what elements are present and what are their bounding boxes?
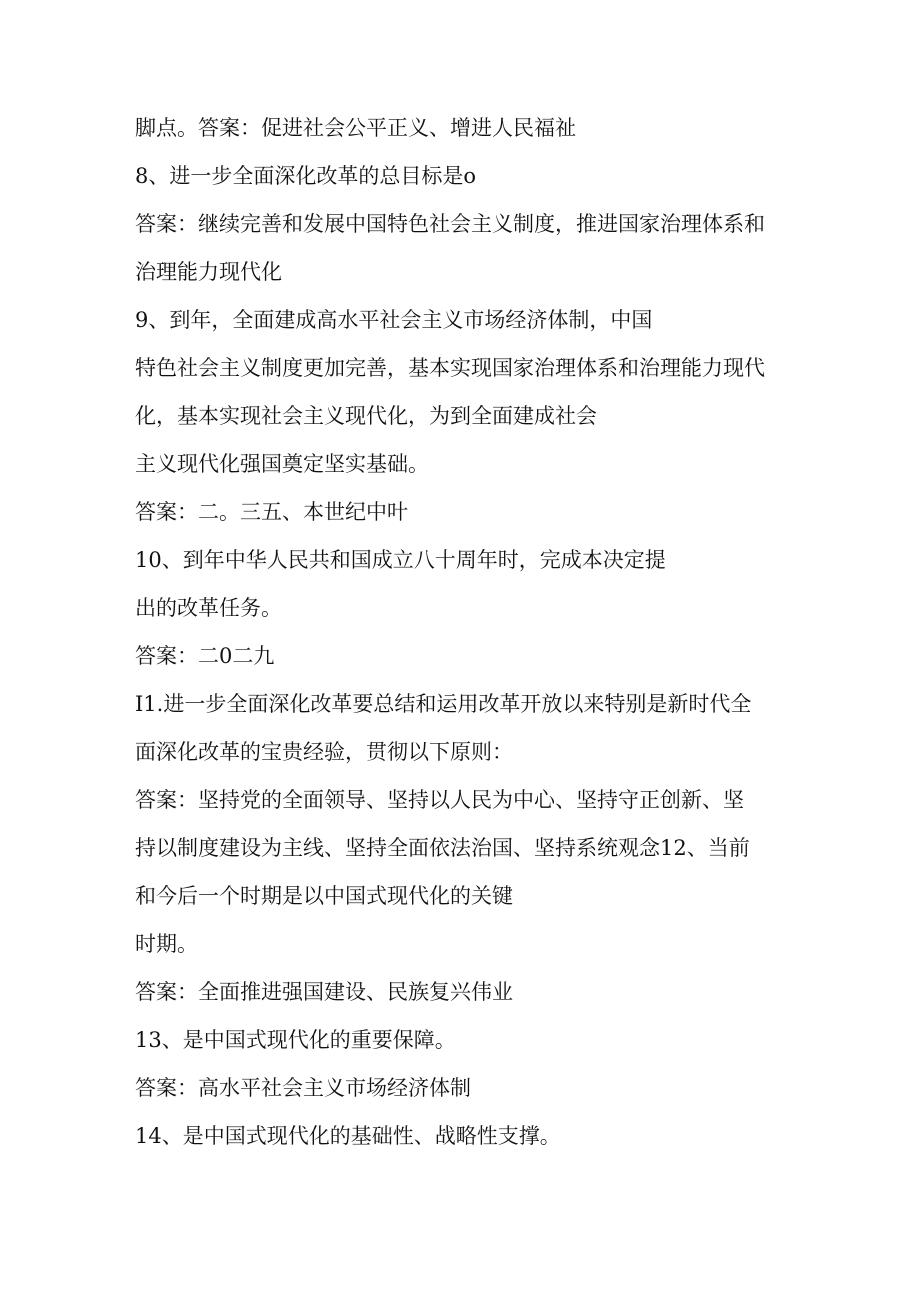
question-9: 9、到年，全面建成高水平社会主义市场经济体制，中国 <box>135 308 653 332</box>
question-10: 10、到年中华人民共和国成立八十周年时，完成本决定提 <box>135 548 666 572</box>
text-line: 主义现代化强国奠定坚实基础。 <box>135 452 429 476</box>
question-14: 14、是中国式现代化的基础性、战略性支撑。 <box>135 1124 561 1148</box>
text-line: 特色社会主义制度更加完善，基本实现国家治理体系和治理能力现代 <box>135 356 765 380</box>
answer-12: 答案：全面推进强国建设、民族复兴伟业 <box>135 980 513 1004</box>
question-12: 和今后一个时期是以中国式现代化的关键 <box>135 884 513 908</box>
answer-11: 答案：坚持党的全面领导、坚持以人民为中心、坚持守正创新、坚 <box>135 788 744 812</box>
question-11: I1.进一步全面深化改革要总结和运用改革开放以来特别是新时代全 <box>135 692 752 716</box>
answer-9: 答案：二。三五、本世纪中叶 <box>135 500 408 524</box>
answer-10: 答案：二0二九 <box>135 644 275 668</box>
text-line: 脚点。答案：促进社会公平正义、增进人民福祉 <box>135 116 576 140</box>
text-line: 治理能力现代化 <box>135 260 282 284</box>
text-line: 化，基本实现社会主义现代化，为到全面建成社会 <box>135 404 597 428</box>
answer-13: 答案：高水平社会主义市场经济体制 <box>135 1076 471 1100</box>
answer-8: 答案：继续完善和发展中国特色社会主义制度，推进国家治理体系和 <box>135 212 765 236</box>
text-line: 面深化改革的宝贵经验，贯彻以下原则： <box>135 740 513 764</box>
question-13: 13、是中国式现代化的重要保障。 <box>135 1028 456 1052</box>
text-line: 出的改革任务。 <box>135 596 282 620</box>
text-line: 时期。 <box>135 932 198 956</box>
text-line: 持以制度建设为主线、坚持全面依法治国、坚持系统观念12、当前 <box>135 836 750 860</box>
question-8: 8、进一步全面深化改革的总目标是o <box>135 164 477 188</box>
